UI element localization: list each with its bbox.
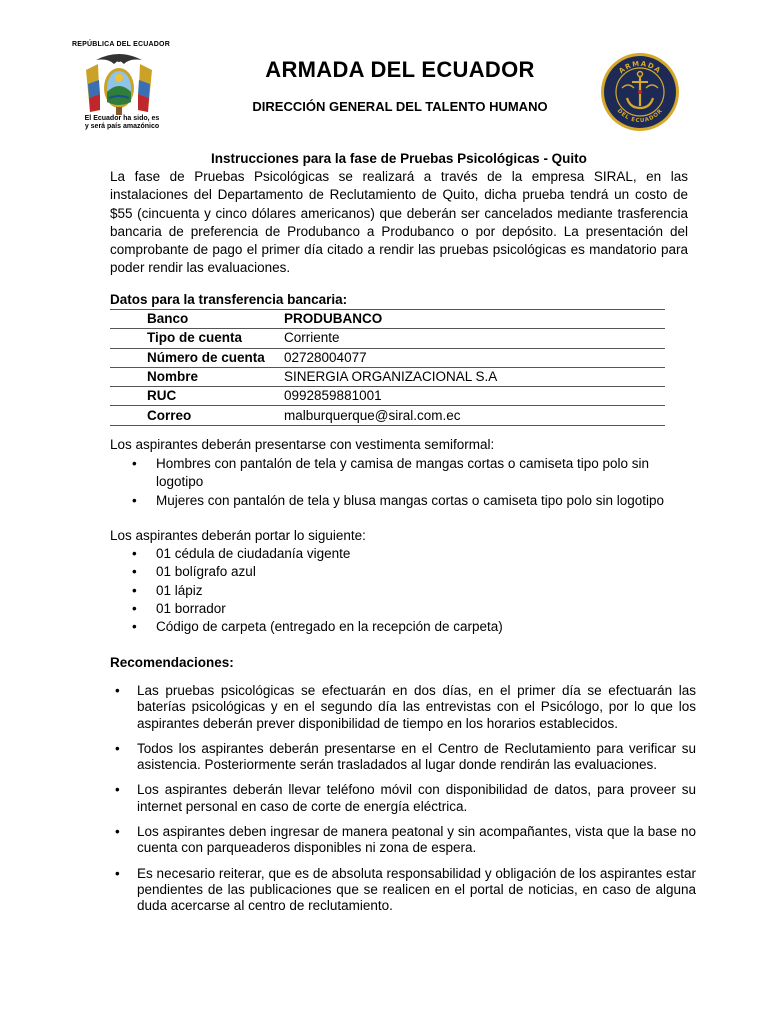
motto-line-1: El Ecuador ha sido, es — [84, 115, 160, 122]
seal-top-text: ARMADA — [617, 59, 663, 76]
list-item-text: 01 borrador — [156, 600, 226, 616]
account-number-key: Número de cuenta — [110, 348, 284, 367]
bullet-icon: • — [132, 456, 137, 471]
account-number-value: 02728004077 — [284, 348, 665, 367]
list-item — [110, 545, 694, 563]
bullet-icon: • — [132, 619, 137, 635]
bring-list — [110, 545, 694, 636]
table-row — [110, 367, 665, 386]
document-heading: Instrucciones para la fase de Pruebas Psicológicas - Quito — [211, 151, 587, 166]
table-row — [110, 348, 665, 367]
list-item — [110, 782, 696, 815]
table-row — [110, 310, 665, 329]
attire-list — [110, 455, 694, 510]
bullet-icon: • — [132, 546, 137, 561]
list-item-text: Código de carpeta (entregado en la recepción de carpeta) — [156, 619, 503, 635]
intro-paragraph: La fase de Pruebas Psicológicas se realizará a través de la empresa SIRAL, en las instalaciones del Departamento de Reclutamiento de Quito, dicha prueba tendrá un costo de $55 (cincuenta y cinco dólares americanos) que deberán ser cancelados mediante trasferencia bancaria de preferencia de Produbanco a Produbanco o por depósito. La presentación del comprobante de pago el primer día citado a rendir las pruebas psicológicas es mandatorio para poder rendir las evaluaciones. — [110, 169, 688, 276]
bank-key: Banco — [110, 310, 284, 329]
bullet-icon: • — [132, 582, 137, 598]
list-item-text: 01 lápiz — [156, 582, 203, 598]
list-item-text: 01 bolígrafo azul — [156, 564, 256, 580]
email-key: Correo — [110, 406, 284, 425]
list-item — [110, 683, 696, 732]
list-item-text: Todos los aspirantes deberán presentarse en el Centro de Reclutamiento para verificar su asistencia. Posteriormente serán trasladados al lugar donde rendirán las evaluaciones. — [137, 740, 696, 773]
table-row — [110, 406, 665, 425]
republic-label: REPÚBLICA DEL ECUADOR — [72, 41, 170, 48]
table-row — [110, 387, 665, 406]
list-item-text: Las pruebas psicológicas se efectuarán en dos días, en el primer día se efectuarán las baterías psicológicas y en el segundo día las entrevistas con el Psicólogo, por lo que los aspirantes deberán prever disponibilidad de tiempo en los horarios establecidos. — [137, 683, 696, 731]
bullet-icon: • — [115, 865, 120, 881]
list-item — [110, 492, 694, 510]
list-item-text: Es necesario reiterar, que es de absoluta responsabilidad y obligación de los aspirantes estar pendientes de las publicaciones que se realicen en el portal de noticias, en caso de alguna duda acercarse al centro de reclutamiento. — [137, 865, 696, 914]
seal-bottom-text: DEL ECUADOR — [615, 107, 665, 125]
page-subtitle: DIRECCIÓN GENERAL DEL TALENTO HUMANO — [252, 99, 548, 114]
recommendations-list — [110, 683, 696, 924]
bullet-icon: • — [115, 740, 120, 756]
bullet-icon: • — [115, 683, 120, 698]
bank-value: PRODUBANCO — [284, 310, 665, 329]
motto-text — [72, 115, 172, 131]
page-title: ARMADA DEL ECUADOR — [265, 57, 535, 82]
list-item — [110, 455, 694, 492]
list-item — [110, 866, 696, 915]
table-row — [110, 329, 665, 348]
account-type-key: Tipo de cuenta — [110, 329, 284, 348]
list-item — [110, 600, 694, 618]
list-item-text: Mujeres con pantalón de tela y blusa mangas cortas o camiseta tipo polo sin logotipo — [156, 492, 665, 508]
bullet-icon: • — [132, 492, 137, 508]
list-item — [110, 582, 694, 600]
coat-of-arms-icon — [82, 50, 156, 116]
name-value: SINERGIA ORGANIZACIONAL S.A — [284, 367, 665, 386]
name-key: Nombre — [110, 367, 284, 386]
list-item — [110, 563, 694, 581]
email-value: malburquerque@siral.com.ec — [284, 406, 665, 425]
motto-line-2: y será país amazónico — [84, 123, 160, 130]
recommendations-heading: Recomendaciones: — [110, 655, 234, 670]
list-item-text: Los aspirantes deberán llevar teléfono móvil con disponibilidad de datos, para proveer su internet personal en caso de corte de energía eléctrica. — [137, 782, 696, 814]
ruc-key: RUC — [110, 387, 284, 406]
list-item — [110, 618, 694, 636]
list-item-text: 01 cédula de ciudadanía vigente — [156, 546, 351, 561]
bullet-icon: • — [115, 824, 120, 840]
navy-seal-icon — [600, 52, 680, 132]
attire-intro: Los aspirantes deberán presentarse con vestimenta semiformal: — [110, 437, 495, 452]
list-item — [110, 824, 696, 857]
bullet-icon: • — [115, 782, 120, 798]
bank-section-heading: Datos para la transferencia bancaria: — [110, 292, 348, 307]
list-item — [110, 741, 696, 774]
bullet-icon: • — [132, 600, 137, 616]
account-type-value: Corriente — [284, 329, 665, 348]
bullet-icon: • — [132, 564, 137, 580]
list-item-text: Hombres con pantalón de tela y camisa de mangas cortas o camiseta tipo polo sin logotipo — [156, 456, 650, 490]
ruc-value: 0992859881001 — [284, 387, 665, 406]
bring-intro: Los aspirantes deberán portar lo siguiente: — [110, 528, 366, 543]
list-item-text: Los aspirantes deben ingresar de manera peatonal y sin acompañantes, vista que la base no cuenta con parqueaderos disponibles ni zona de espera. — [137, 824, 696, 856]
bank-details-table — [110, 309, 665, 426]
